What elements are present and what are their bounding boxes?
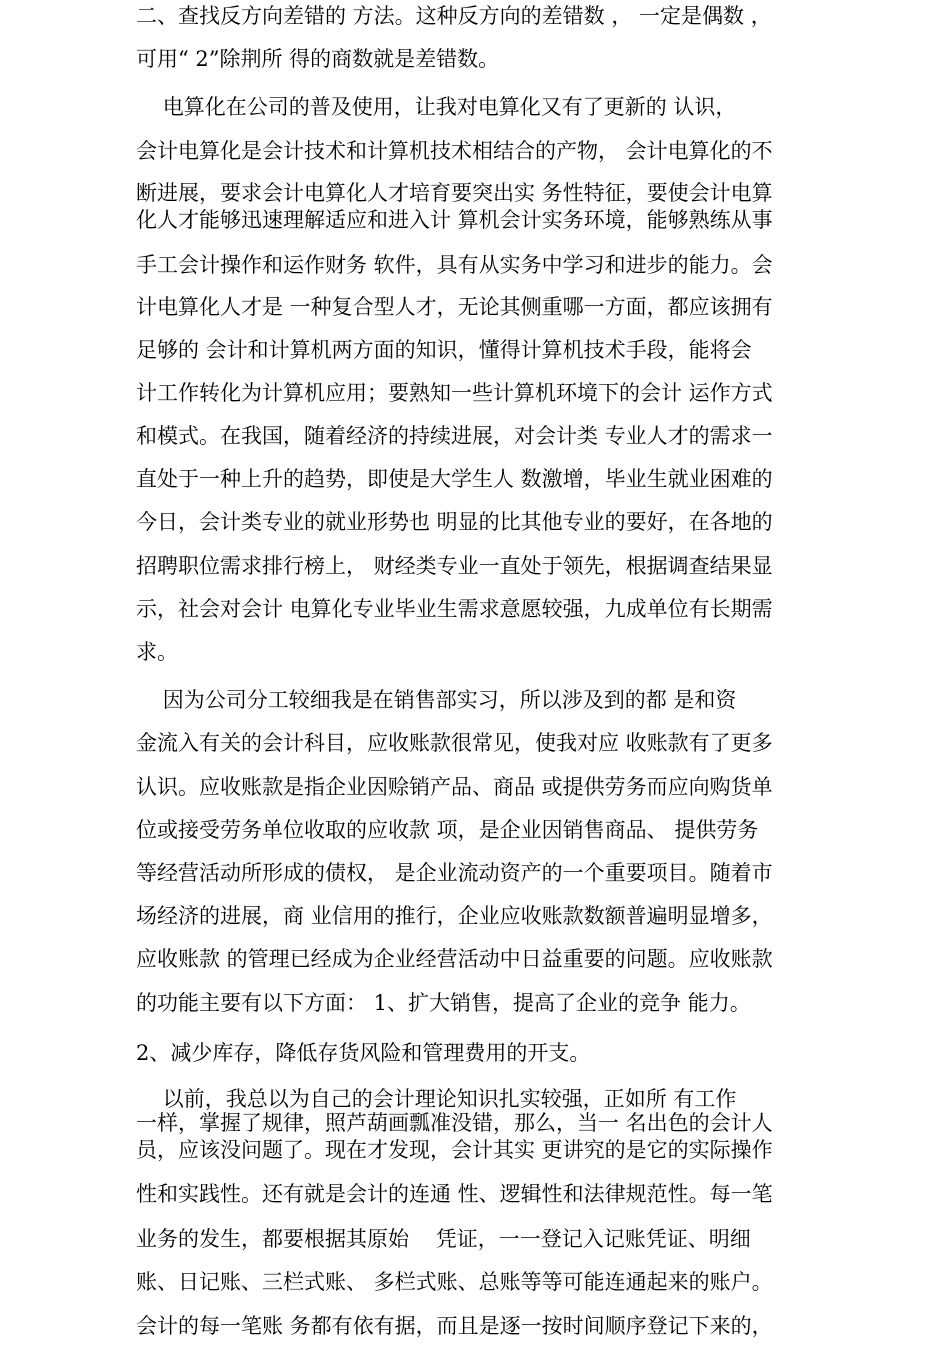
text-line: 计电算化人才是 一种复合型人才，无论其侧重哪一方面，都应该拥有	[136, 295, 773, 319]
text-line: 手工会计操作和运作财务 软件，具有从实务中学习和进步的能力。会	[136, 253, 773, 277]
text-line: 二、查找反方向差错的 方法。这种反方向的差错数 ， 一定是偶数 ，	[136, 4, 772, 28]
text-line: 会计的每一笔账 务都有依有据，而且是逐一按时间顺序登记下来的，	[136, 1314, 773, 1338]
text-line: 一样，掌握了规律，照芦葫画瓢准没错，那么，当一 名出色的会计人	[136, 1111, 773, 1135]
text-line: 会计电算化是会计技术和计算机技术相结合的产物， 会计电算化的不	[136, 139, 773, 163]
text-line: 业务的发生，都要根据其原始 凭证，一一登记入记账凭证、明细	[136, 1227, 751, 1251]
text-line: 场经济的进展，商 业信用的推行，企业应收账款数额普遍明显增多，	[136, 904, 773, 928]
text-line: 应收账款 的管理已经成为企业经营活动中日益重要的问题。应收账款	[136, 947, 773, 971]
text-line: 足够的 会计和计算机两方面的知识，懂得计算机技术手段，能将会	[136, 338, 752, 362]
text-line: 化人才能够迅速理解适应和进入计 算机会计实务环境，能够熟练从事	[136, 208, 773, 232]
text-line: 认识。应收账款是指企业因赊销产品、商品 或提供劳务而应向购货单	[136, 775, 773, 799]
text-line: 计工作转化为计算机应用；要熟知一些计算机环境下的会计 运作方式	[136, 381, 773, 405]
text-line: 账、日记账、三栏式账、 多栏式账、总账等等可能连通起来的账户。	[136, 1270, 773, 1294]
text-line: 员，应该没问题了。现在才发现，会计其实 更讲究的是它的实际操作	[136, 1138, 773, 1162]
text-line: 可用“ 2”除荆所 得的商数就是差错数。	[136, 47, 500, 71]
text-line: 断进展，要求会计电算化人才培育要突出实 务性特征，要使会计电算	[136, 181, 773, 205]
text-line: 电算化在公司的普及使用，让我对电算化又有了更新的 认识，	[136, 95, 737, 119]
text-line: 等经营活动所形成的债权， 是企业流动资产的一个重要项目。随着市	[136, 861, 773, 885]
text-line: 示，社会对会计 电算化专业毕业生需求意愿较强，九成单位有长期需	[136, 597, 773, 621]
text-line: 招聘职位需求排行榜上， 财经类专业一直处于领先，根据调查结果显	[136, 554, 773, 578]
text-line: 金流入有关的会计科目，应收账款很常见，使我对应 收账款有了更多	[136, 731, 773, 755]
text-line: 2、减少库存，降低存货风险和管理费用的开支。	[136, 1041, 591, 1065]
text-line: 求。	[136, 640, 178, 664]
text-line: 的功能主要有以下方面： 1、扩大销售，提高了企业的竞争 能力。	[136, 991, 751, 1015]
text-line: 直处于一种上升的趋势，即使是大学生人 数激增，毕业生就业困难的	[136, 467, 773, 491]
text-line: 性和实践性。还有就是会计的连通 性、逻辑性和法律规范性。每一笔	[136, 1182, 773, 1206]
text-line: 和模式。在我国，随着经济的持续进展，对会计类 专业人才的需求一	[136, 424, 773, 448]
text-line: 位或接受劳务单位收取的应收款 项，是企业因销售商品、 提供劳务	[136, 818, 759, 842]
text-line: 因为公司分工较细我是在销售部实习，所以涉及到的都 是和资	[136, 688, 737, 712]
text-line: 今日，会计类专业的就业形势也 明显的比其他专业的要好，在各地的	[136, 510, 773, 534]
text-line: 以前，我总以为自己的会计理论知识扎实较强，正如所 有工作	[136, 1087, 737, 1111]
